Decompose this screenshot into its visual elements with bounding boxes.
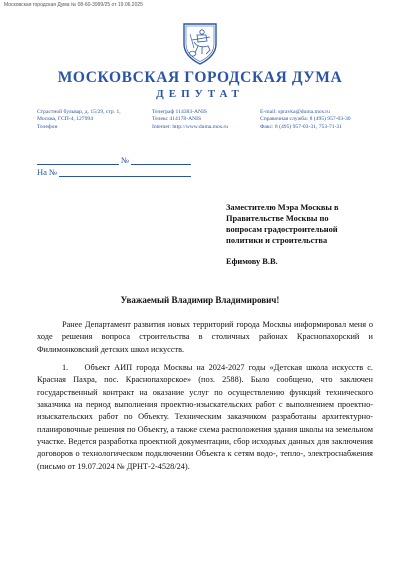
help-phone: Справочная служба: 8 (495) 957-03-30	[260, 116, 351, 123]
addressee-block	[226, 202, 376, 267]
number-sign: №	[121, 155, 130, 165]
reference-number-line	[37, 166, 197, 180]
address-column	[37, 109, 121, 131]
addressee-position: Правительстве Москвы по	[226, 214, 329, 223]
date-blank	[37, 164, 119, 165]
body-paragraph: Ранее Департамент развития новых территорий города Москвы информировал меня о ходе решения вопроса строительства в столичных районах Краснопахорский и Филимонковский детских школ искусств.	[37, 320, 373, 354]
registration-stamp-note: Московская городская Дума № 08-60-3999/25 от 19.06.2025	[4, 2, 143, 8]
greeting: Уважаемый Владимир Владимирович!	[120, 295, 280, 305]
internet-link[interactable]: Internet: http://www.duma.mos.ru	[152, 123, 229, 130]
address-line: Страстной бульвар, д. 15/29, стр. 1,	[37, 109, 121, 115]
addressee-position: политики и строительства	[226, 236, 328, 245]
addressee-name: Ефимову В.В.	[226, 257, 278, 266]
email-column	[260, 109, 351, 131]
address-line: Москва, ГСП-4, 127994	[37, 116, 93, 123]
letter-body	[37, 319, 373, 479]
moscow-coat-of-arms-icon	[180, 20, 220, 66]
telecom-column	[152, 109, 228, 131]
fax-line: Факс: 8 (495) 957-03-31, 753-71-31	[260, 123, 343, 130]
telex-line: Телекс 414178-ANIS	[152, 116, 202, 123]
email-link[interactable]: E-mail: spravka@duma.mos.ru	[260, 109, 330, 115]
addressee-position: вопросам градостроительной	[226, 225, 338, 234]
body-paragraph: 1. Объект АИП города Москвы на 2024-2027 годы «Детская школа искусств с. Красная Пахра, пос. Краснопахорское» (поз. 2588). Было сообщено, что заключен государственный контракт на оказание услуг по осуществлению функций технического заказчика на период выполнения проектно-изыскательских работ с выполнением проектно-изыскательских работ по Объекту. Техническим заказчиком разработаны архитектурно-планировочные решения по Объекту, а также схема расположения здания школы на земельном участке. Ведется разработка проектной документации, сбор исходных данных для заключения договоров о технологическом подключении Объекта к сетям водо-, тепло-, электроснабжения (письмо от 19.07.2024 № ДРНТ-2-4528/24).	[37, 363, 373, 471]
addressee-position: Заместителю Мэра Москвы в	[226, 203, 339, 212]
number-blank	[131, 164, 191, 165]
phone-label: Телефон	[37, 123, 58, 130]
reference-label: На №	[37, 167, 58, 177]
organization-subtitle: ДЕПУТАТ	[156, 88, 244, 100]
organization-name: МОСКОВСКАЯ ГОРОДСКАЯ ДУМА	[57, 69, 343, 86]
reference-blank	[59, 176, 191, 177]
telegraph-line: Телеграф 114383-ANIS	[152, 109, 208, 115]
